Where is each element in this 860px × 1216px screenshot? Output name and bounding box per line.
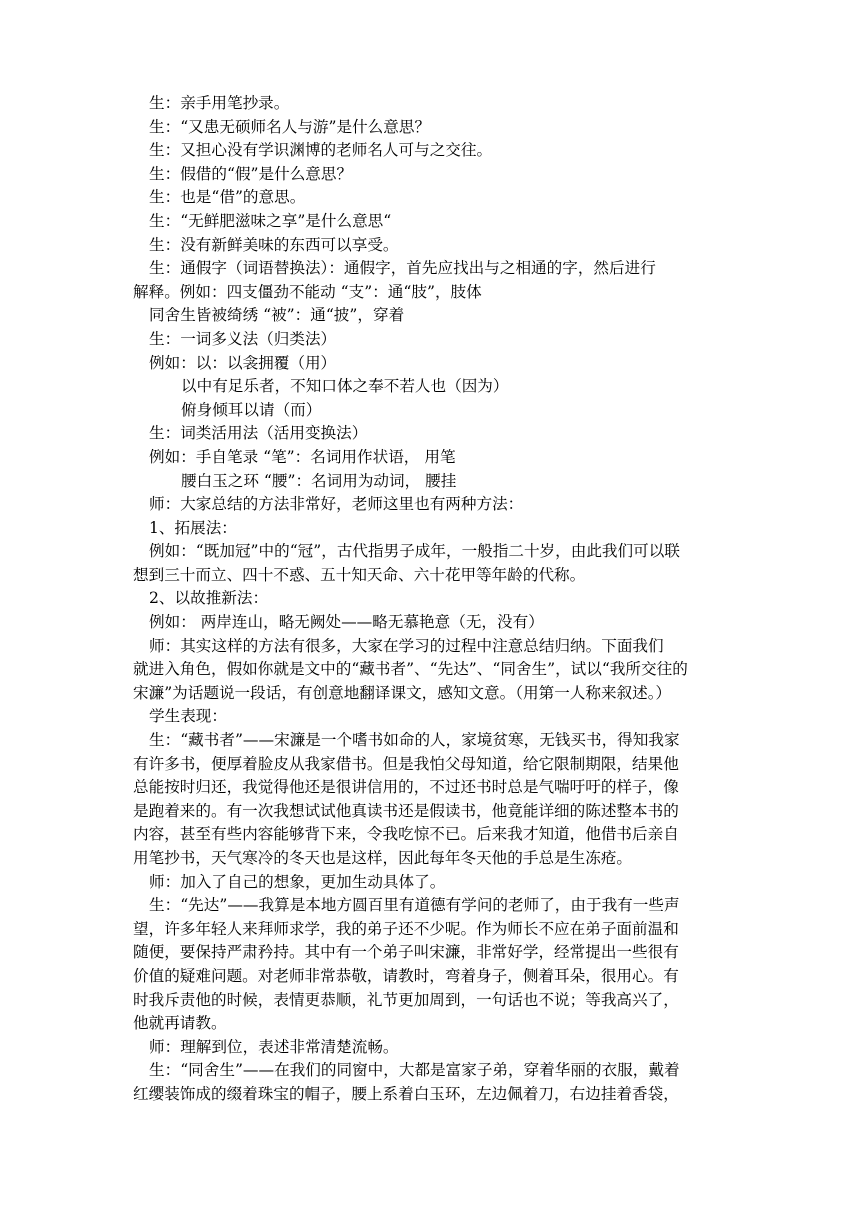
text-line: 师：其实这样的方法有很多，大家在学习的过程中注意总结归纳。下面我们: [149, 636, 664, 655]
text-line: 生：又担心没有学识渊博的老师名人可与之交往。: [149, 141, 493, 160]
text-line: 生：“又患无硕师名人与游”是什么意思？: [149, 117, 431, 136]
text-line: 想到三十而立、四十不惑、五十知天命、六十花甲等年龄的代称。: [133, 565, 586, 584]
text-line: 随便，要保持严肃矜持。其中有一个弟子叫宋濂，非常好学，经常提出一些很有: [133, 943, 679, 962]
text-line: 学生表现：: [149, 707, 227, 726]
text-line: 就进入角色，假如你就是文中的“藏书者”、“先达”、“同舍生”，试以“我所交往的: [133, 660, 688, 679]
text-line: 腰白玉之环 “腰”：名词用为动词， 腰挂: [181, 471, 457, 490]
text-line: 同舍生皆被绮绣 “被”：通“披”，穿着: [149, 306, 405, 325]
text-line: 用笔抄书，天气寒冷的冬天也是这样，因此每年冬天他的手总是生冻疮。: [133, 849, 633, 867]
text-line: 内容，甚至有些内容能够背下来，令我吃惊不已。后来我才知道，他借书后亲自: [133, 825, 679, 844]
text-line: 俯身倾耳以请（而）: [181, 400, 322, 419]
text-line: 生：“藏书者”——宋濂是一个嗜书如命的人，家境贫寒，无钱买书，得知我家: [149, 731, 680, 750]
text-line: 例如：手自笔录 “笔”：名词用作状语， 用笔: [149, 447, 456, 466]
text-line: 有许多书，便厚着脸皮从我家借书。但是我怕父母知道，给它限制期限，结果他: [133, 754, 679, 773]
text-line: 生：“先达”——我算是本地方圆百里有道德有学问的老师了，由于我有一些声: [149, 896, 680, 915]
text-line: 师：大家总结的方法非常好，老师这里也有两种方法：: [149, 495, 524, 514]
text-line: 是跑着来的。有一次我想试试他真读书还是假读书，他竟能详细的陈述整本书的: [133, 801, 679, 820]
text-line: 宋濂”为话题说一段话，有创意地翻译课文，感知文意。（用第一人称来叙述。）: [133, 683, 672, 702]
document-body: [133, 92, 733, 1107]
text-line: 生：也是“借”的意思。: [149, 188, 306, 207]
text-line: 以中有足乐者，不知口体之奉不若人也（因为）: [181, 377, 509, 396]
text-line: 师：加入了自己的想象，更加生动具体了。: [149, 872, 446, 891]
text-line: 生：亲手用笔抄录。: [149, 94, 290, 112]
text-line: 例如：以：以衾拥覆（用）: [149, 353, 337, 372]
text-line: 生：“同舍生”——在我们的同窗中，大都是富家子弟，穿着华丽的衣服，戴着: [149, 1061, 680, 1080]
text-line: 生：“无鲜肥滋味之享”是什么意思“: [149, 211, 392, 230]
text-line: 价值的疑难问题。对老师非常恭敬，请教时，弯着身子，侧着耳朵，很用心。有: [133, 966, 679, 985]
text-line: 红缨装饰成的缀着珠宝的帽子，腰上系着白玉环，左边佩着刀，右边挂着香袋，: [133, 1084, 679, 1103]
text-line: 总能按时归还，我觉得他还是很讲信用的，不过还书时总是气喘吁吁的样子，像: [133, 778, 679, 797]
text-line: 师：理解到位，表述非常清楚流畅。: [149, 1037, 399, 1056]
text-line: 生：词类活用法（活用变换法）: [149, 424, 368, 443]
text-line: 生：没有新鲜美味的东西可以享受。: [149, 235, 399, 254]
text-line: 1、拓展法：: [149, 518, 237, 537]
text-line: 望，许多年轻人来拜师求学，我的弟子还不少呢。作为师长不应在弟子面前温和: [133, 919, 679, 938]
text-line: 2、以故推新法：: [149, 589, 269, 608]
text-line: 生：假借的“假”是什么意思？: [149, 164, 353, 183]
text-line: 时我斥责他的时候，表情更恭顺，礼节更加周到，一句话也不说；等我高兴了，: [133, 990, 679, 1009]
text-line: 解释。例如：四支僵劲不能动 “支”：通“肢”，肢体: [133, 282, 482, 301]
text-line: 生：通假字（词语替换法）：通假字，首先应找出与之相通的字，然后进行: [149, 259, 656, 278]
text-line: 生：一词多义法（归类法）: [149, 329, 337, 348]
text-line: 例如：“既加冠”中的“冠”，古代指男子成年，一般指二十岁，由此我们可以联: [149, 542, 680, 561]
text-line: 例如： 两岸连山，略无阙处——略无慕艳意（无，没有）: [149, 613, 544, 632]
text-line: 他就再请教。: [133, 1014, 227, 1033]
